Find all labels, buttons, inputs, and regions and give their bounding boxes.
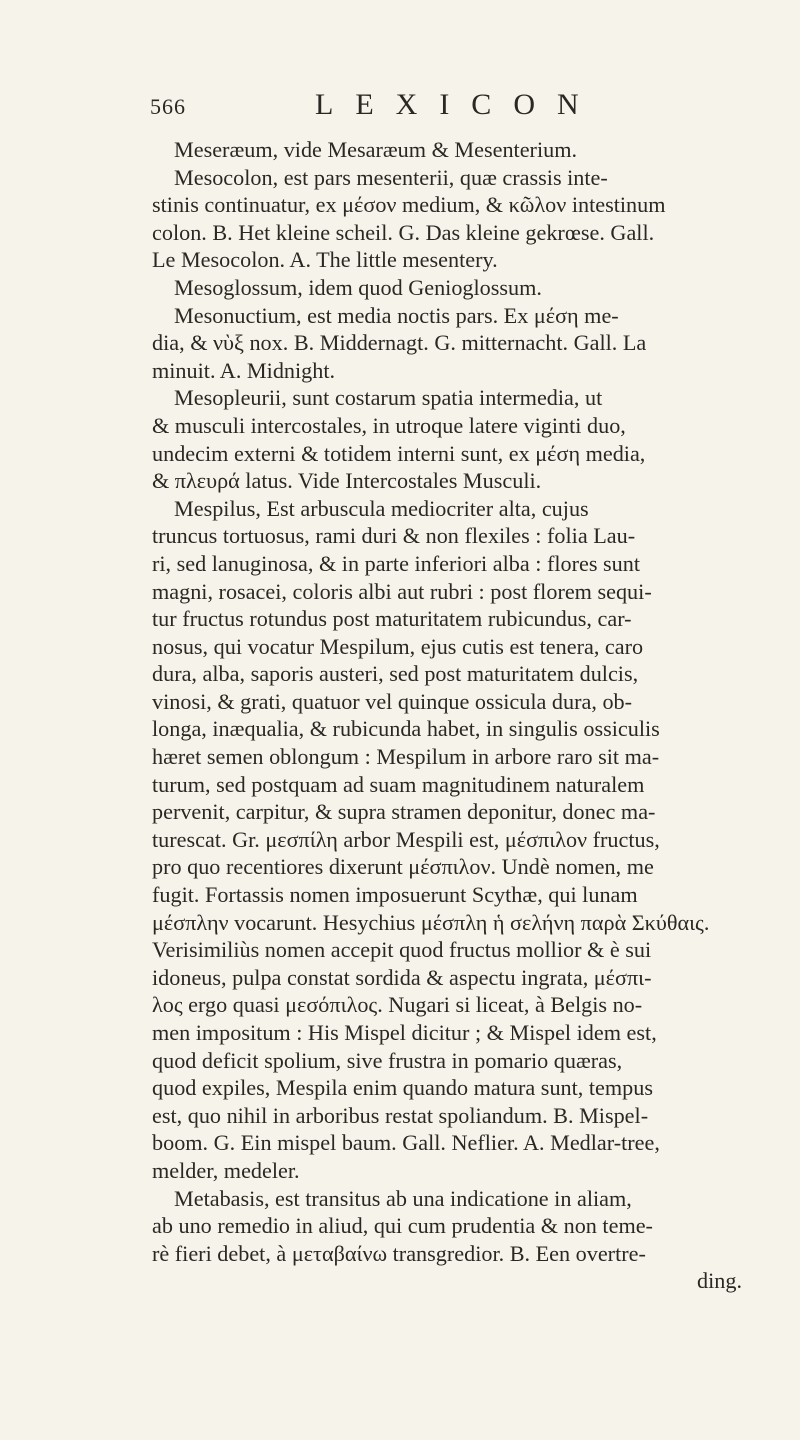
text-line: Mesocolon, est pars mesenterii, quæ crassis inte- xyxy=(174,164,608,190)
text-line: dura, alba, saporis austeri, sed post maturitatem dulcis, xyxy=(152,661,639,687)
text-line: pervenit, carpitur, & supra stramen deponitur, donec ma- xyxy=(152,799,656,825)
text-line: Meseræum, vide Mesaræum & Mesenterium. xyxy=(174,137,578,162)
text-line: Metabasis, est transitus ab una indicatione in aliam, xyxy=(174,1185,632,1211)
text-line: quod deficit spolium, sive frustra in pomario quæras, xyxy=(152,1047,623,1073)
text-line: turescat. Gr. μεσπίλη arbor Mespili est, μέσπιλον fructus, xyxy=(152,826,660,852)
entry-text xyxy=(152,136,792,1295)
text-line: undecim externi & totidem interni sunt, ex μέση media, xyxy=(152,440,646,466)
text-line: Le Mesocolon. A. The little mesentery. xyxy=(152,247,498,273)
text-line: pro quo recentiores dixerunt μέσπιλον. Undè nomen, me xyxy=(152,854,654,880)
text-line: nosus, qui vocatur Mespilum, ejus cutis est tenera, caro xyxy=(152,633,644,659)
text-line: vinosi, & grati, quatuor vel quinque ossicula dura, ob- xyxy=(152,688,633,714)
text-line: truncus tortuosus, rami duri & non flexiles : folia Lau- xyxy=(152,523,636,549)
page-header xyxy=(150,88,670,124)
text-line: minuit. A. Midnight. xyxy=(152,357,336,383)
text-line: est, quo nihil in arboribus restat spoliandum. B. Mispel- xyxy=(152,1102,649,1128)
text-line: hæret semen oblongum : Mespilum in arbore raro sit ma- xyxy=(152,744,660,770)
running-head: LEXICON xyxy=(315,88,601,121)
text-line: μέσπλην vocarunt. Hesychius μέσπλη ἡ σελήνη παρὰ Σκύθαις. xyxy=(152,909,710,935)
text-line: & πλευρά latus. Vide Intercostales Musculi. xyxy=(152,468,542,494)
text-line: ab uno remedio in aliud, qui cum prudentia & non teme- xyxy=(152,1213,653,1239)
text-line: stinis continuatur, ex μέσον medium, & κῶλον intestinum xyxy=(152,192,666,218)
text-line: ding. xyxy=(697,1268,742,1294)
text-line: Mesopleurii, sunt costarum spatia intermedia, ut xyxy=(174,385,603,411)
page-number: 566 xyxy=(150,94,186,119)
text-line: longa, inæqualia, & rubicunda habet, in singulis ossiculis xyxy=(152,716,660,742)
text-line: Mespilus, Est arbuscula mediocriter alta, cujus xyxy=(174,495,589,521)
text-line: λος ergo quasi μεσόπιλος. Nugari si liceat, à Belgis no- xyxy=(152,992,643,1018)
text-line: melder, medeler. xyxy=(152,1157,300,1183)
text-line: quod expiles, Mespila enim quando matura sunt, tempus xyxy=(152,1075,653,1101)
text-line: men impositum : His Mispel dicitur ; & Mispel idem est, xyxy=(152,1020,657,1045)
text-line: idoneus, pulpa constat sordida & aspectu ingrata, μέσπι- xyxy=(152,964,652,990)
text-line: colon. B. Het kleine scheil. G. Das kleine gekrœse. Gall. xyxy=(152,219,655,245)
text-line: magni, rosacei, coloris albi aut rubri : post florem sequi- xyxy=(152,578,652,604)
text-line: & musculi intercostales, in utroque latere viginti duo, xyxy=(152,412,626,438)
text-line: dia, & νὺξ nox. B. Middernagt. G. mitternacht. Gall. La xyxy=(152,330,647,356)
text-line: ri, sed lanuginosa, & in parte inferiori alba : flores sunt xyxy=(152,550,640,576)
text-line: Mesonuctium, est media noctis pars. Ex μέση me- xyxy=(174,302,619,328)
text-line: Verisimiliùs nomen accepit quod fructus mollior & è sui xyxy=(152,937,652,963)
text-line: fugit. Fortassis nomen imposuerunt Scythæ, qui lunam xyxy=(152,882,638,908)
text-line: tur fructus rotundus post maturitatem rubicundus, car- xyxy=(152,606,632,632)
text-line: Mesoglossum, idem quod Genioglossum. xyxy=(174,274,542,300)
text-line: rè fieri debet, à μεταβαίνω transgredior. B. Een overtre- xyxy=(152,1240,646,1266)
text-line: turum, sed postquam ad suam magnitudinem naturalem xyxy=(152,771,645,797)
text-line: boom. G. Ein mispel baum. Gall. Neflier. A. Medlar-tree, xyxy=(152,1130,660,1156)
